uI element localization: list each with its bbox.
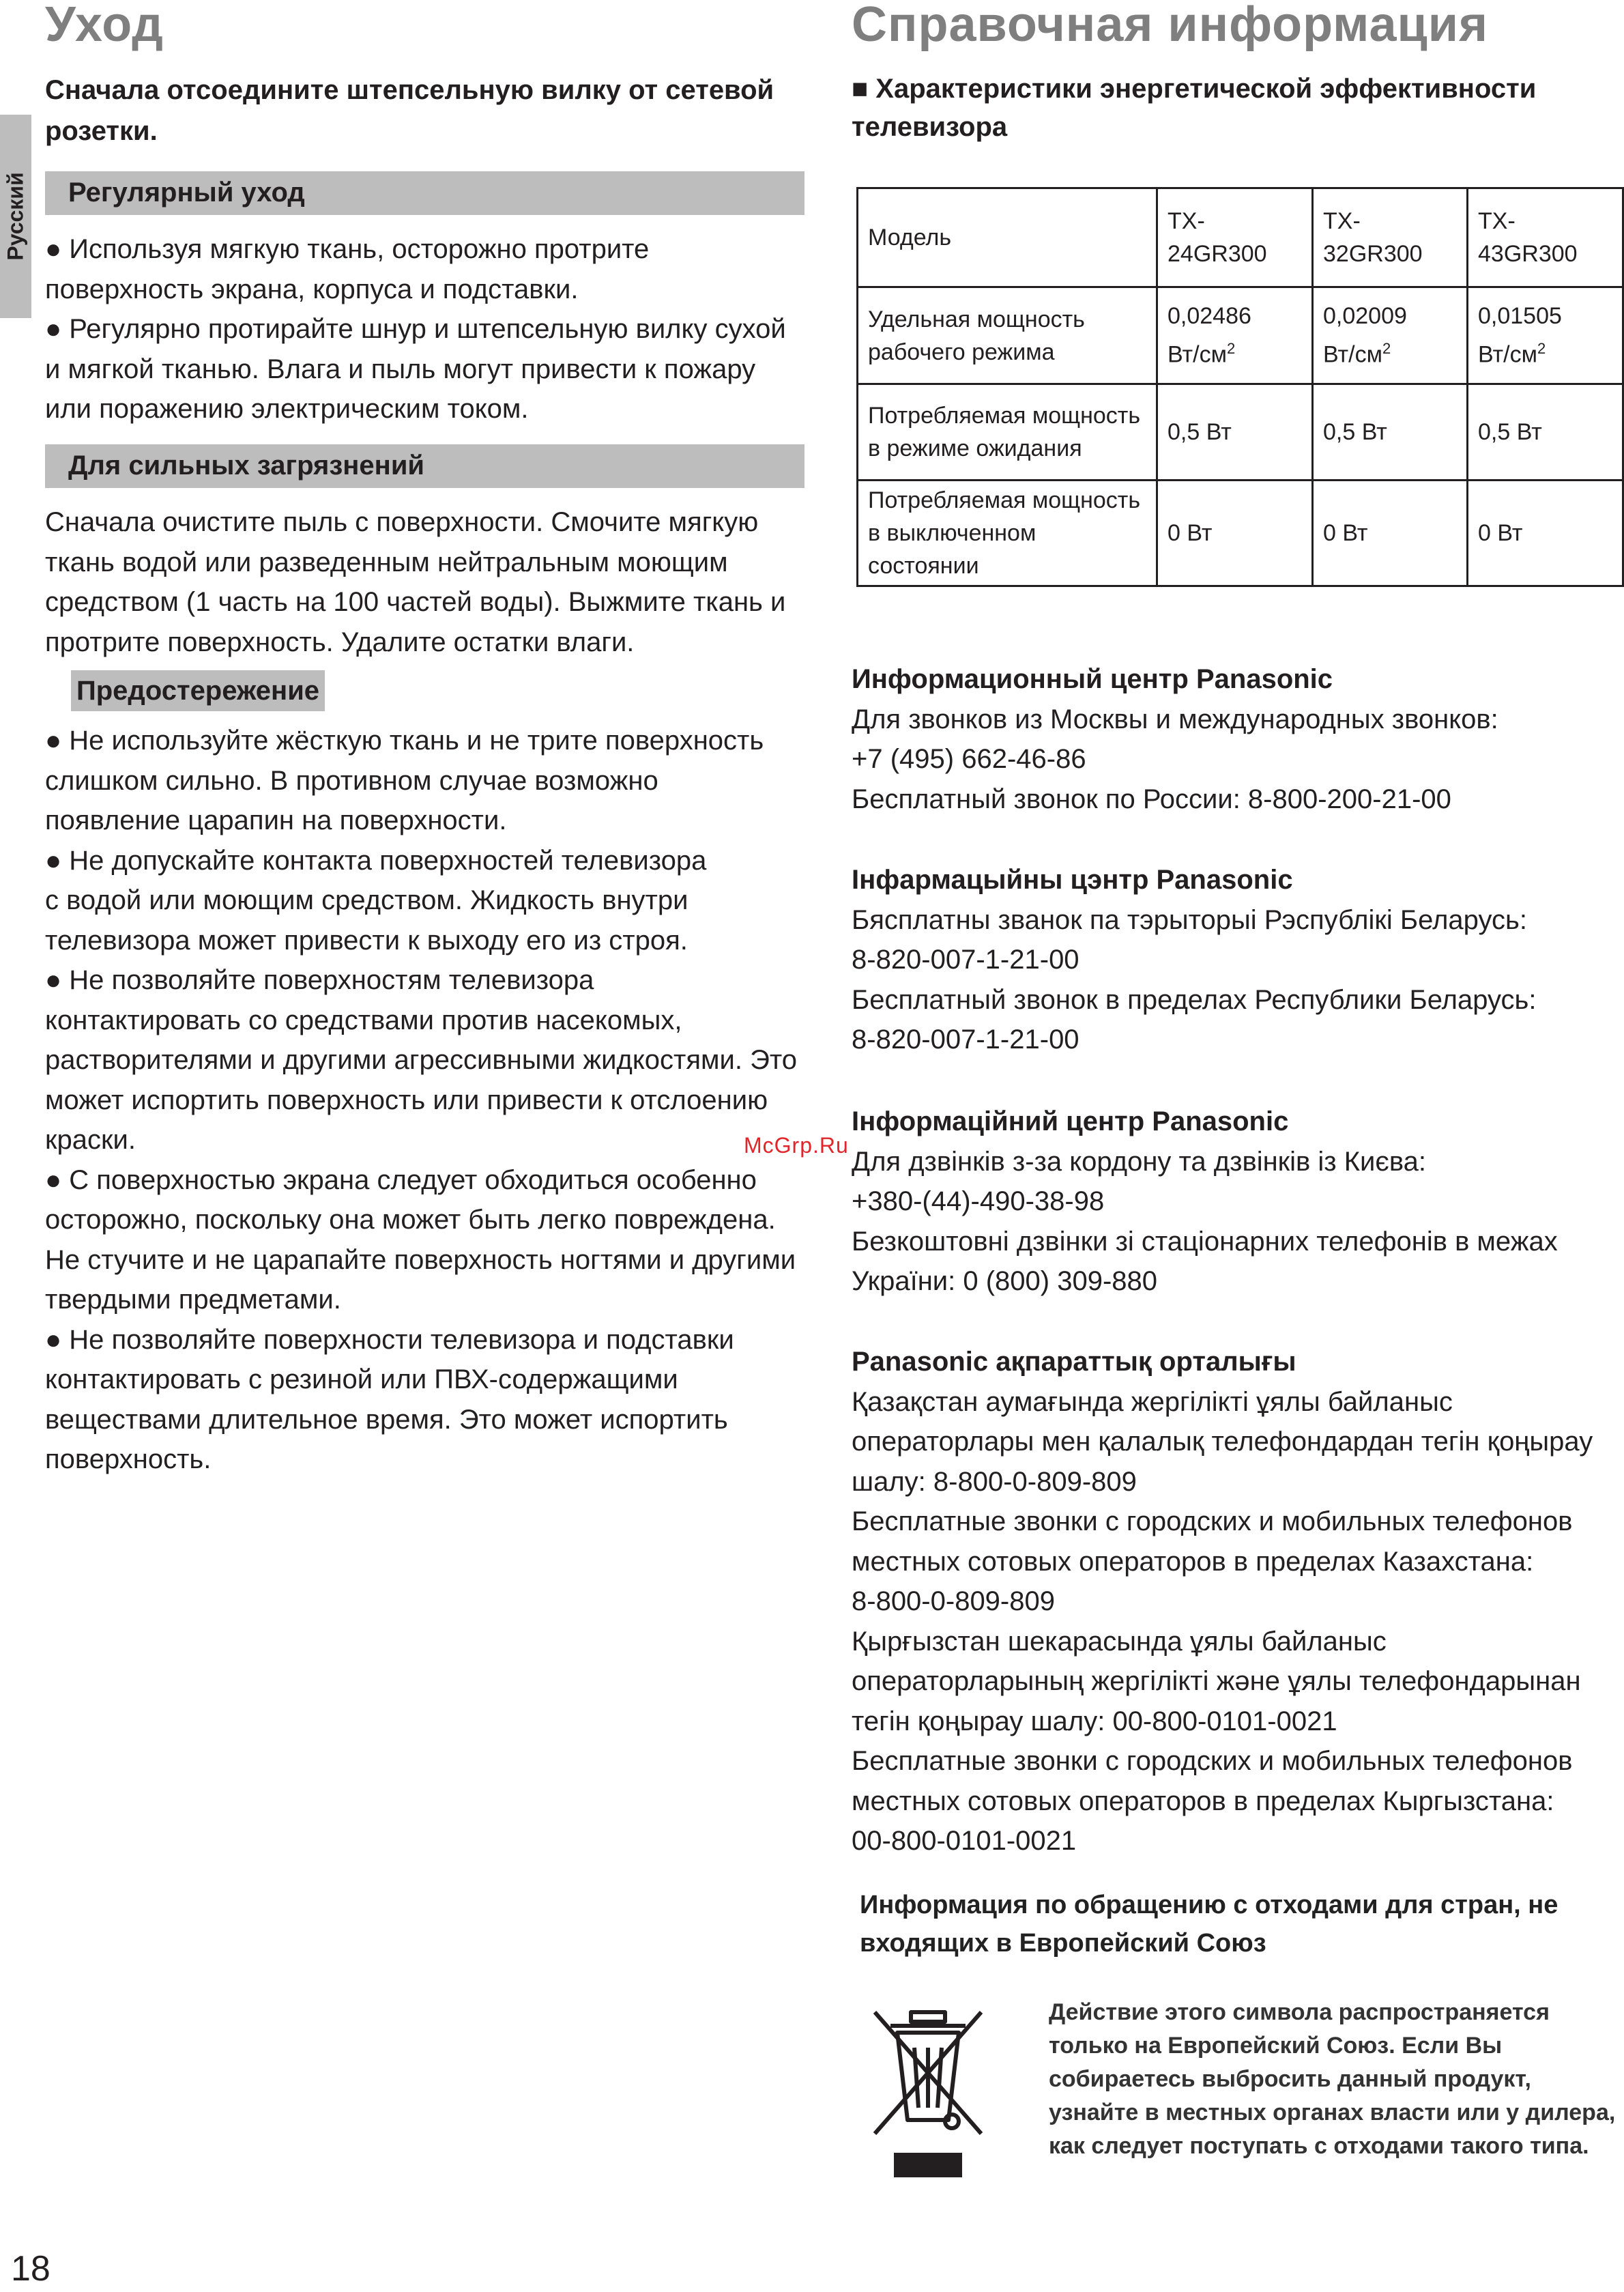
energy-subheading xyxy=(852,70,1616,146)
contact-heading: Информационный центр Panasonic xyxy=(852,664,1333,694)
text-line: может испортить поверхность или привести к отслоению xyxy=(45,1085,768,1115)
heavy-dirt-heading: Для сильных загрязнений xyxy=(45,444,804,488)
energy-table xyxy=(856,187,1624,587)
lead-line: Сначала отсоедините штепсельную вилку от сетевой xyxy=(45,75,774,105)
text-line: средством (1 часть на 100 частей воды). Выжмите ткань и xyxy=(45,587,786,617)
cell-line: Потребляемая мощность xyxy=(868,487,1141,513)
table-cell: TX-24GR300 xyxy=(1157,188,1313,287)
table-cell: 0,5 Вт xyxy=(1157,384,1313,481)
contact-line: операторлары мен қалалық телефондардан тегін қоңырау xyxy=(852,1427,1593,1457)
text-line: краски. xyxy=(45,1125,136,1155)
text-line: ● Не позволяйте поверхностям телевизора xyxy=(45,965,594,995)
cell-line: в режиме ожидания xyxy=(868,435,1082,461)
contact-line: местных сотовых операторов в пределах Кыргызстана: xyxy=(852,1786,1554,1816)
table-cell xyxy=(1157,287,1313,384)
text-line: осторожно, поскольку она может быть легко повреждена. xyxy=(45,1205,776,1235)
regular-care-heading: Регулярный уход xyxy=(45,171,804,215)
text-line: ● Используя мягкую ткань, осторожно протрите xyxy=(45,234,650,264)
cell-line: состоянии xyxy=(868,553,979,579)
contact-heading: Інформаційний центр Panasonic xyxy=(852,1106,1289,1136)
table-cell xyxy=(1468,287,1623,384)
unit-text: Вт/см xyxy=(1323,341,1382,368)
text-line: контактировать со средствами против насекомых, xyxy=(45,1005,682,1035)
contact-line: Для звонков из Москвы и международных звонков: xyxy=(852,704,1498,734)
unit-text: Вт/см xyxy=(1478,341,1537,368)
language-tab-label: Русский xyxy=(3,172,28,261)
text-line: ● Регулярно протирайте шнур и штепсельную вилку сухой xyxy=(45,314,786,344)
unit-text: Вт/см xyxy=(1168,341,1227,368)
table-cell: Модель xyxy=(858,188,1157,287)
caution-heading: Предостережение xyxy=(71,670,325,711)
waste-text-line: узнайте в местных органах власти или у дилера, xyxy=(1049,2100,1616,2125)
weee-crossed-bin-icon xyxy=(867,1992,989,2183)
text-line: ● Не позволяйте поверхности телевизора и подставки xyxy=(45,1324,734,1355)
contact-line: 8-820-007-1-21-00 xyxy=(852,1025,1079,1055)
table-row xyxy=(858,384,1623,481)
contact-line: +7 (495) 662-46-86 xyxy=(852,744,1086,774)
text-line: или поражению электрическим током. xyxy=(45,394,529,424)
waste-text-line: собираетесь выбросить данный продукт, xyxy=(1049,2066,1531,2092)
text-line: протрите поверхность. Удалите остатки влаги. xyxy=(45,627,635,657)
table-row xyxy=(858,481,1623,586)
reference-title: Справочная информация xyxy=(852,0,1489,52)
waste-text-line: только на Европейский Союз. Если Вы xyxy=(1049,2033,1503,2059)
contact-heading: Panasonic ақпараттық орталығы xyxy=(852,1347,1296,1377)
table-cell: TX-43GR300 xyxy=(1468,188,1623,287)
waste-title-line: Информация по обращению с отходами для стран, не xyxy=(860,1891,1558,1919)
regular-care-text xyxy=(45,229,816,429)
table-cell xyxy=(1313,287,1468,384)
text-line: появление царапин на поверхности. xyxy=(45,805,507,835)
contact-line: +380-(44)-490-38-98 xyxy=(852,1186,1105,1216)
contact-line: Бесплатные звонки с городских и мобильных телефонов xyxy=(852,1746,1573,1776)
contact-line: Қазақстан аумағында жергілікті ұялы байланыс xyxy=(852,1386,1453,1417)
cell-value: 0,02009 xyxy=(1323,303,1407,330)
care-lead xyxy=(45,70,809,152)
unit-sup: 2 xyxy=(1382,340,1391,358)
waste-text-line: как следует поступать с отходами такого типа. xyxy=(1049,2133,1589,2159)
table-cell: 0 Вт xyxy=(1313,481,1468,586)
text-line: с водой или моющим средством. Жидкость внутри xyxy=(45,885,688,915)
contact-line: 8-820-007-1-21-00 xyxy=(852,945,1079,975)
table-cell: 0 Вт xyxy=(1157,481,1313,586)
heavy-dirt-text xyxy=(45,502,816,662)
contact-line: Қырғызстан шекарасында ұялы байланыс xyxy=(852,1626,1387,1657)
contact-line: 8-800-0-809-809 xyxy=(852,1586,1055,1616)
waste-title-line: входящих в Европейский Союз xyxy=(860,1929,1266,1958)
contact-line: операторларының жергілікті және ұялы телефондарынан xyxy=(852,1666,1581,1696)
table-cell xyxy=(858,481,1157,586)
watermark: McGrp.Ru xyxy=(744,1133,849,1158)
language-tab xyxy=(0,115,31,318)
contact-line: Бясплатны званок па тэрыторыі Рэспублікі Беларусь: xyxy=(852,904,1527,935)
subheading-line: ■ Характеристики энергетической эффективности xyxy=(852,74,1537,104)
text-line: телевизора может привести к выходу его из строя. xyxy=(45,925,688,956)
table-cell xyxy=(858,287,1157,384)
contact-line: 00-800-0101-0021 xyxy=(852,1826,1077,1856)
text-line: Не стучите и не царапайте поверхность ногтями и другими xyxy=(45,1244,796,1275)
table-cell: 0,5 Вт xyxy=(1313,384,1468,481)
cell-unit xyxy=(1323,332,1457,371)
table-header-row xyxy=(858,188,1623,287)
waste-text-line: Действие этого символа распространяется xyxy=(1049,1999,1550,2025)
lead-line: розетки. xyxy=(45,116,158,146)
table-cell: 0 Вт xyxy=(1468,481,1623,586)
page-number: 18 xyxy=(11,2249,50,2289)
unit-sup: 2 xyxy=(1226,340,1236,358)
cell-line: Потребляемая мощность xyxy=(868,403,1141,429)
contact-line: України: 0 (800) 309-880 xyxy=(852,1266,1158,1296)
text-line: Сначала очистите пыль с поверхности. Смочите мягкую xyxy=(45,507,759,537)
text-line: растворителями и другими агрессивными жидкостями. Это xyxy=(45,1045,797,1075)
text-line: веществами длительное время. Это может испортить xyxy=(45,1404,728,1435)
contact-line: Бесплатный звонок в пределах Республики Беларусь: xyxy=(852,984,1537,1015)
contact-line: Бесплатные звонки с городских и мобильных телефонов xyxy=(852,1506,1573,1536)
text-line: и мягкой тканью. Влага и пыль могут привести к пожару xyxy=(45,354,756,384)
contact-line: местных сотовых операторов в пределах Казахстана: xyxy=(852,1546,1534,1577)
subheading-line: телевизора xyxy=(852,112,1008,142)
cell-unit xyxy=(1168,332,1302,371)
table-cell: 0,5 Вт xyxy=(1468,384,1623,481)
cell-value: 0,02486 xyxy=(1168,303,1251,330)
text-line: ● Не используйте жёсткую ткань и не трите поверхность xyxy=(45,726,764,756)
contact-line: шалу: 8-800-0-809-809 xyxy=(852,1466,1137,1497)
contact-belarus xyxy=(852,860,1616,1060)
table-cell: TX-32GR300 xyxy=(1313,188,1468,287)
text-line: ● С поверхностью экрана следует обходиться особенно xyxy=(45,1164,757,1195)
text-line: слишком сильно. В противном случае возможно xyxy=(45,765,658,796)
text-line: ● Не допускайте контакта поверхностей телевизора xyxy=(45,845,707,876)
text-line: твердыми предметами. xyxy=(45,1285,341,1315)
caution-text xyxy=(45,721,823,1480)
waste-text xyxy=(1049,1996,1622,2163)
table-cell xyxy=(858,384,1157,481)
contact-russia xyxy=(852,659,1616,819)
cell-line: в выключенном xyxy=(868,520,1036,546)
waste-title xyxy=(860,1886,1617,1962)
contact-heading: Інфармацыйны цэнтр Panasonic xyxy=(852,865,1293,895)
contact-line: Для дзвінків з-за кордону та дзвінків із Києва: xyxy=(852,1146,1426,1177)
cell-value: 0,01505 xyxy=(1478,303,1562,330)
text-line: контактировать с резиной или ПВХ-содержащими xyxy=(45,1364,678,1394)
text-line: ткань водой или разведенным нейтральным моющим xyxy=(45,547,728,577)
table-row xyxy=(858,287,1623,384)
cell-unit xyxy=(1478,332,1612,371)
contact-kazakhstan-kyrgyzstan xyxy=(852,1342,1616,1861)
contact-line: Безкоштовні дзвінки зі стаціонарних телефонів в межах xyxy=(852,1226,1558,1257)
caution-heading-wrap xyxy=(71,670,325,711)
cell-line: рабочего режима xyxy=(868,339,1055,365)
text-line: поверхность. xyxy=(45,1444,212,1474)
unit-sup: 2 xyxy=(1537,340,1546,358)
contact-ukraine xyxy=(852,1102,1616,1302)
care-title: Уход xyxy=(45,0,164,52)
contact-line: Бесплатный звонок по России: 8-800-200-21-00 xyxy=(852,784,1451,814)
text-line: поверхность экрана, корпуса и подставки. xyxy=(45,274,579,304)
contact-line: тегін қоңырау шалу: 00-800-0101-0021 xyxy=(852,1706,1337,1736)
cell-line: Удельная мощность xyxy=(868,306,1085,332)
